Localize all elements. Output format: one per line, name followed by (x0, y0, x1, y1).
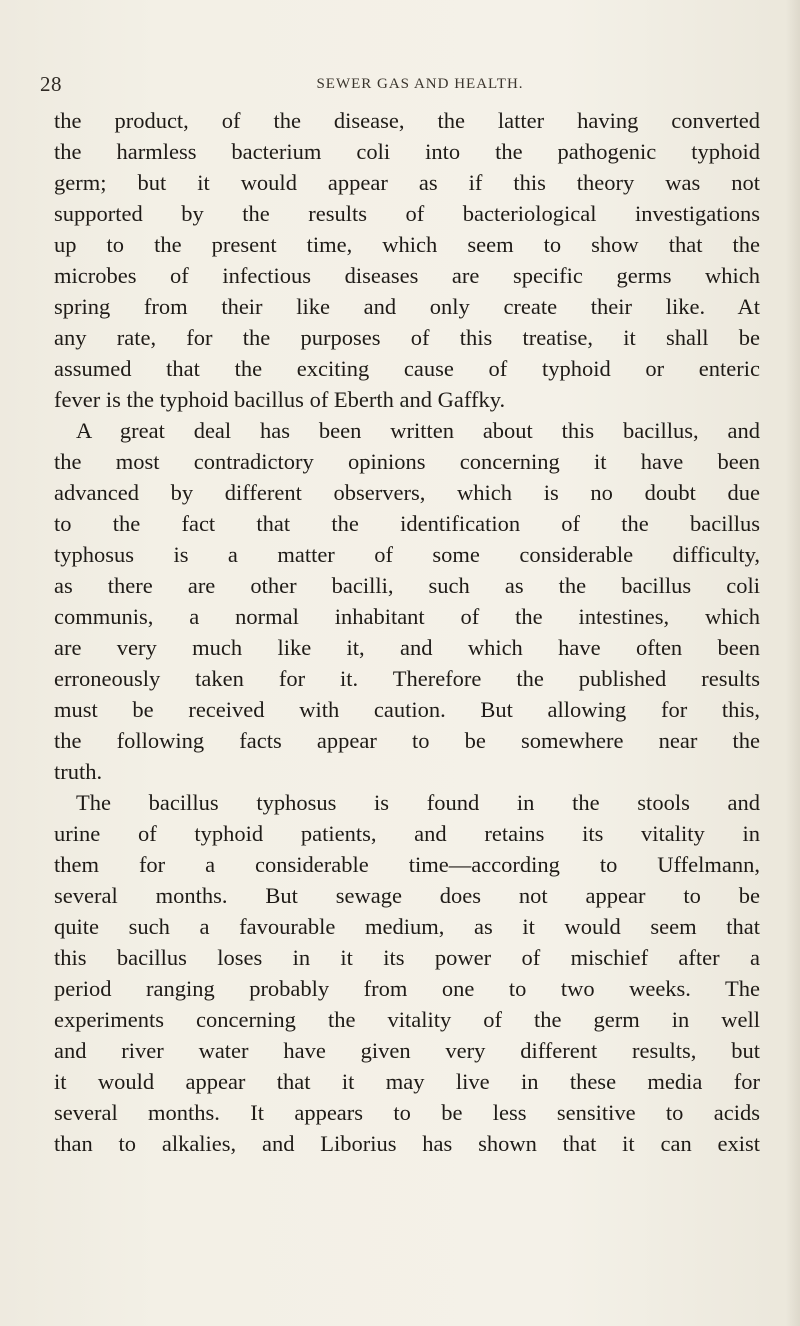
text-line: and river water have given very different results, but (54, 1038, 760, 1063)
text-line: germ; but it would appear as if this theory was not (54, 170, 760, 195)
text-line: the most contradictory opinions concerning it have been (54, 449, 760, 474)
text-line: microbes of infectious diseases are specific germs which (54, 263, 760, 288)
page-edge-shadow (786, 0, 800, 1326)
text-line: them for a considerable time—according to Uffelmann, (54, 852, 760, 877)
text-line: truth. (54, 759, 103, 784)
text-line: spring from their like and only create their like. At (54, 294, 760, 319)
text-line: this bacillus loses in it its power of mischief after a (54, 945, 760, 970)
paragraph-start-line: The bacillus typhosus is found in the stools and (76, 790, 760, 815)
text-line: are very much like it, and which have often been (54, 635, 760, 660)
text-line: urine of typhoid patients, and retains its vitality in (54, 821, 760, 846)
text-line: up to the present time, which seem to show that the (54, 232, 760, 257)
text-line: the harmless bacterium coli into the pathogenic typhoid (54, 139, 760, 164)
text-line: any rate, for the purposes of this treatise, it shall be (54, 325, 760, 350)
text-line: quite such a favourable medium, as it would seem that (54, 914, 760, 939)
text-line: assumed that the exciting cause of typhoid or enteric (54, 356, 760, 381)
paragraph-start-line: A great deal has been written about this bacillus, and (76, 418, 760, 443)
text-line: as there are other bacilli, such as the bacillus coli (54, 573, 760, 598)
text-line: must be received with caution. But allowing for this, (54, 697, 760, 722)
page-header (40, 72, 800, 102)
text-line: typhosus is a matter of some considerable difficulty, (54, 542, 760, 567)
text-line: experiments concerning the vitality of the germ in well (54, 1007, 760, 1032)
text-line: erroneously taken for it. Therefore the published results (54, 666, 760, 691)
text-line: the following facts appear to be somewhere near the (54, 728, 760, 753)
text-line: several months. It appears to be less sensitive to acids (54, 1100, 760, 1125)
running-head: SEWER GAS AND HEALTH. (316, 76, 524, 92)
text-line: communis, a normal inhabitant of the intestines, which (54, 604, 760, 629)
text-line: the product, of the disease, the latter having converted (54, 108, 760, 133)
text-line: supported by the results of bacteriological investigations (54, 201, 760, 226)
text-line: period ranging probably from one to two weeks. The (54, 976, 760, 1001)
text-line: fever is the typhoid bacillus of Eberth and Gaffky. (54, 387, 506, 412)
text-line: to the fact that the identification of the bacillus (54, 511, 760, 536)
text-line: several months. But sewage does not appear to be (54, 883, 760, 908)
text-line: than to alkalies, and Liborius has shown that it can exist (54, 1131, 760, 1156)
text-line: it would appear that it may live in these media for (54, 1069, 760, 1094)
text-line: advanced by different observers, which is no doubt due (54, 480, 760, 505)
page-number: 28 (40, 72, 62, 96)
body-text (54, 105, 760, 1159)
